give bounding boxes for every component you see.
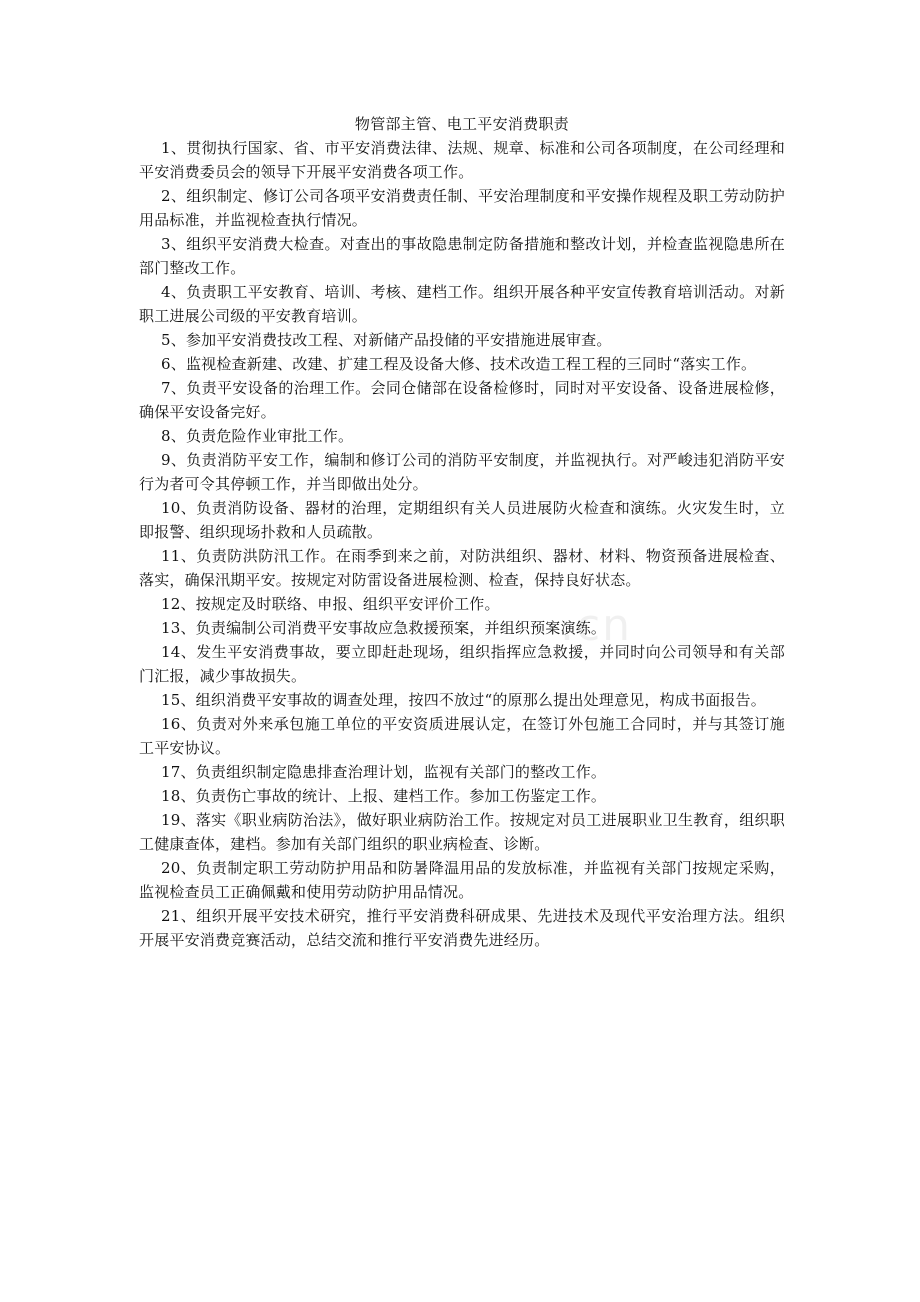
duty-list	[139, 136, 785, 952]
duty-item-16: 16、负责对外来承包施工单位的平安资质进展认定，在签订外包施工合同时，并与其签订施工平安协议。	[139, 715, 785, 757]
duty-item-11: 11、负责防洪防汛工作。在雨季到来之前，对防洪组织、器材、材料、物资预备进展检查、落实，确保汛期平安。按规定对防雷设备进展检测、检查，保持良好状态。	[139, 547, 785, 589]
document-page	[139, 112, 785, 952]
watermark-text: .cn	[560, 600, 633, 651]
duty-item-6: 6、监视检查新建、改建、扩建工程及设备大修、技术改造工程工程的三同时“落实工作。	[161, 355, 757, 373]
duty-item-12: 12、按规定及时联络、申报、组织平安评价工作。	[161, 595, 500, 613]
duty-item-20: 20、负责制定职工劳动防护用品和防暑降温用品的发放标准，并监视有关部门按规定采购，监视检查员工正确佩戴和使用劳动防护用品情况。	[139, 859, 785, 901]
duty-item-3: 3、组织平安消费大检查。对查出的事故隐患制定防备措施和整改计划，并检查监视隐患所在部门整改工作。	[139, 235, 785, 277]
document-title: 物管部主管、电工平安消费职责	[354, 115, 570, 133]
duty-item-10: 10、负责消防设备、器材的治理，定期组织有关人员进展防火检查和演练。火灾发生时，立即报警、组织现场扑救和人员疏散。	[139, 499, 785, 541]
duty-item-17: 17、负责组织制定隐患排查治理计划，监视有关部门的整改工作。	[161, 763, 607, 781]
duty-item-8: 8、负责危险作业审批工作。	[161, 427, 354, 445]
duty-item-2: 2、组织制定、修订公司各项平安消费责任制、平安治理制度和平安操作规程及职工劳动防护用品标准，并监视检查执行情况。	[139, 187, 785, 229]
duty-item-14: 14、发生平安消费事故，要立即赶赴现场，组织指挥应急救援，并同时向公司领导和有关部门汇报，减少事故损失。	[139, 643, 785, 685]
duty-item-1: 1、贯彻执行国家、省、市平安消费法律、法规、规章、标准和公司各项制度，在公司经理和平安消费委员会的领导下开展平安消费各项工作。	[139, 139, 785, 181]
duty-item-9: 9、负责消防平安工作，编制和修订公司的消防平安制度，并监视执行。对严峻违犯消防平安行为者可令其停顿工作，并当即做出处分。	[139, 451, 785, 493]
duty-item-15: 15、组织消费平安事故的调查处理，按四不放过“的原那么提出处理意见，构成书面报告。	[161, 691, 766, 709]
duty-item-13: 13、负责编制公司消费平安事故应急救援预案，并组织预案演练。	[161, 619, 607, 637]
duty-item-5: 5、参加平安消费技改工程、对新储产品投储的平安措施进展审查。	[161, 331, 612, 349]
duty-item-19: 19、落实《职业病防治法》，做好职业病防治工作。按规定对员工进展职业卫生教育，组织职工健康查体，建档。参加有关部门组织的职业病检查、诊断。	[139, 811, 785, 853]
duty-item-18: 18、负责伤亡事故的统计、上报、建档工作。参加工伤鉴定工作。	[161, 787, 607, 805]
duty-item-7: 7、负责平安设备的治理工作。会同仓储部在设备检修时，同时对平安设备、设备进展检修，确保平安设备完好。	[139, 379, 785, 421]
duty-item-4: 4、负责职工平安教育、培训、考核、建档工作。组织开展各种平安宣传教育培训活动。对新职工进展公司级的平安教育培训。	[139, 283, 785, 325]
duty-item-21: 21、组织开展平安技术研究，推行平安消费科研成果、先进技术及现代平安治理方法。组织开展平安消费竞赛活动，总结交流和推行平安消费先进经历。	[139, 907, 785, 949]
